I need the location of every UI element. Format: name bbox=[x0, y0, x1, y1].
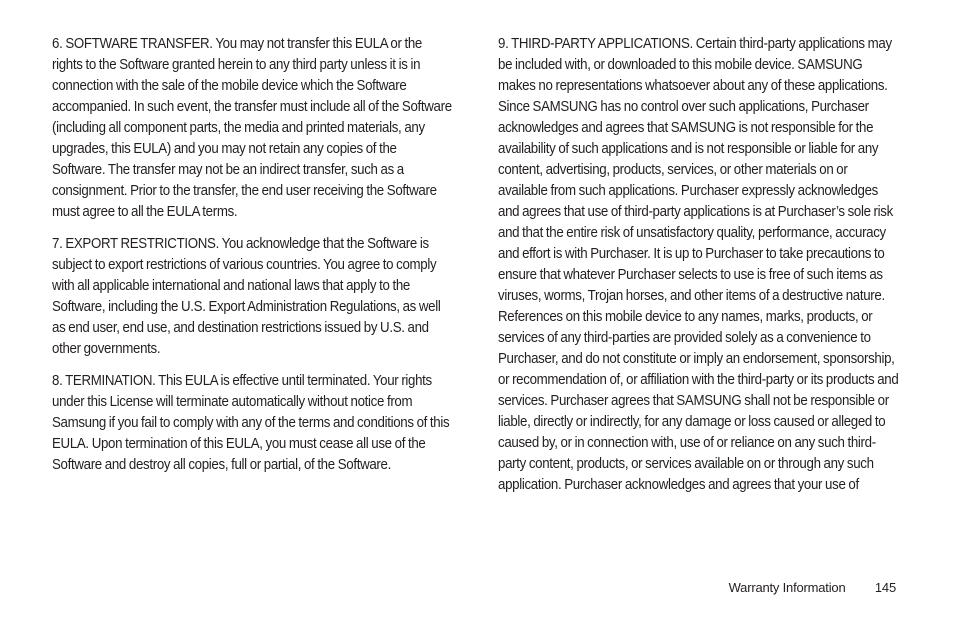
page-footer bbox=[729, 578, 896, 598]
left-column bbox=[52, 34, 452, 487]
section-export-restrictions: 7. EXPORT RESTRICTIONS. You acknowledge that the Software is subject to export restrictions of various countries. You agree to comply with all applicable international and national laws that apply to the Software, including the U.S. Export Administration Regulations, as well as end user, end use, and destination restrictions issued by U.S. and other governments. bbox=[52, 236, 441, 357]
footer-section-title: Warranty Information bbox=[728, 580, 846, 595]
section-termination: 8. TERMINATION. This EULA is effective until terminated. Your rights under this License will terminate automatically without notice from Samsung if you fail to comply with any of the terms and conditions of this EULA. Upon termination of this EULA, you must cease all use of the Software and destroy all copies, full or partial, of the Software. bbox=[52, 373, 450, 473]
section-third-party-applications: 9. THIRD-PARTY APPLICATIONS. Certain third-party applications may be included with, or downloaded to this mobile device. SAMSUNG makes no representations whatsoever about any of these applications. Since SAMSUNG has no control over such applications, Purchaser acknowledges and agrees that SAMSUNG is not responsible for the availability of such applications and is not responsible or liable for any content, advertising, products, services, or other materials on or available from such applications. Purchaser expressly acknowledges and agrees that use of third-party applications is at Purchaser’s sole risk and that the entire risk of unsatisfactory quality, performance, accuracy and effort is with Purchaser. It is up to Purchaser to take precautions to ensure that whatever Purchaser selects to use is free of such items as viruses, worms, Trojan horses, and other items of a destructive nature. References on this mobile device to any names, marks, products, or services of any third-parties are provided solely as a convenience to Purchaser, and do not constitute or imply an endorsement, sponsorship, or recommendation of, or affiliation with the third-party or its products and services. Purchaser agrees that SAMSUNG shall not be responsible or liable, directly or indirectly, for any damage or loss caused or alleged to caused by, or in connection with, use of or reliance on any such third-party content, products, or services available on or through any such application. Purchaser acknowledges and agrees that your use of bbox=[498, 36, 899, 493]
page-number: 145 bbox=[874, 580, 896, 595]
right-column bbox=[498, 34, 900, 507]
section-software-transfer: 6. SOFTWARE TRANSFER. You may not transfer this EULA or the rights to the Software granted herein to any third party unless it is in connection with the sale of the mobile device which the Software accompanied. In such event, the transfer must include all of the Software (including all component parts, the media and printed materials, any upgrades, this EULA) and you may not retain any copies of the Software. The transfer may not be an indirect transfer, such as a consignment. Prior to the transfer, the end user receiving the Software must agree to all the EULA terms. bbox=[52, 36, 452, 220]
